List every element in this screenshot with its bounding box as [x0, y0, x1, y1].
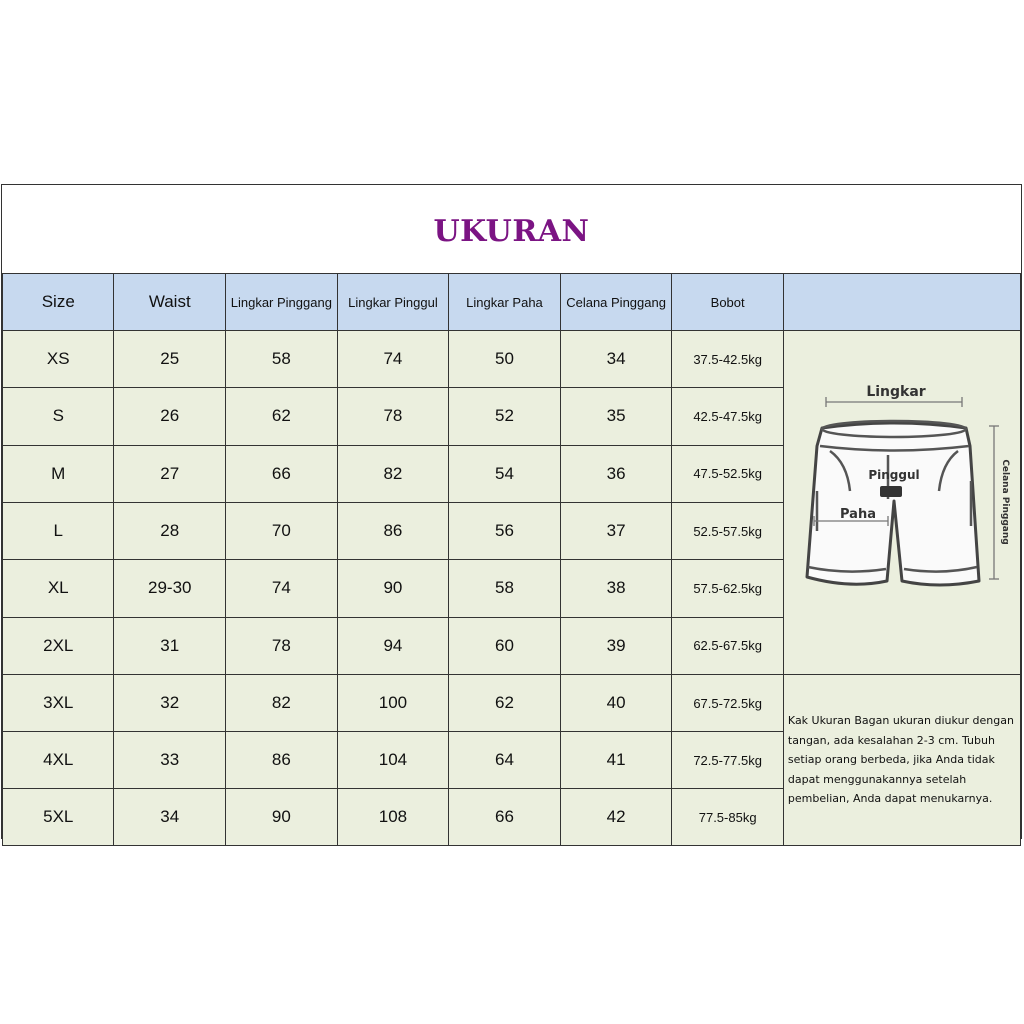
cell-size: XS [3, 331, 114, 388]
header-size: Size [3, 274, 114, 331]
diagram-label-celana-pinggang: Celana Pinggang [999, 459, 1010, 545]
cell-lingkar-pinggang: 90 [226, 789, 338, 846]
cell-lingkar-pinggul: 108 [337, 789, 449, 846]
cell-bobot: 37.5-42.5kg [672, 331, 784, 388]
cell-waist: 26 [114, 388, 226, 445]
cell-waist: 25 [114, 331, 226, 388]
note-line: tangan, ada kesalahan 2-3 cm. Tubuh [787, 733, 995, 747]
cell-waist: 32 [114, 675, 226, 732]
cell-lingkar-paha: 52 [449, 388, 561, 445]
cell-celana-pinggang: 41 [560, 732, 672, 789]
header-waist: Waist [114, 274, 226, 331]
cell-size: M [3, 445, 114, 502]
cell-size: 2XL [3, 617, 114, 674]
cell-bobot: 47.5-52.5kg [672, 445, 784, 502]
chart-title-bar [2, 185, 1021, 273]
celana-pinggang-arrow [989, 426, 999, 579]
cell-lingkar-pinggul: 74 [337, 331, 449, 388]
cell-bobot: 57.5-62.5kg [672, 560, 784, 617]
header-blank [783, 274, 1020, 331]
cell-celana-pinggang: 40 [560, 675, 672, 732]
cell-lingkar-paha: 60 [449, 617, 561, 674]
cell-lingkar-pinggang: 58 [226, 331, 338, 388]
cell-bobot: 77.5-85kg [672, 789, 784, 846]
cell-bobot: 62.5-67.5kg [672, 617, 784, 674]
shorts-buckle [880, 486, 902, 497]
cell-lingkar-pinggang: 82 [226, 675, 338, 732]
cell-size: XL [3, 560, 114, 617]
table-row [3, 675, 1021, 732]
cell-size: 4XL [3, 732, 114, 789]
diagram-label-pinggul: Pinggul [868, 468, 920, 482]
header-lingkar-pinggul: Lingkar Pinggul [337, 274, 449, 331]
cell-celana-pinggang: 38 [560, 560, 672, 617]
size-chart [1, 184, 1022, 839]
header-lingkar-paha: Lingkar Paha [449, 274, 561, 331]
cell-lingkar-pinggul: 90 [337, 560, 449, 617]
cell-celana-pinggang: 35 [560, 388, 672, 445]
cell-waist: 29-30 [114, 560, 226, 617]
cell-lingkar-pinggang: 78 [226, 617, 338, 674]
cell-lingkar-pinggul: 78 [337, 388, 449, 445]
cell-size: 5XL [3, 789, 114, 846]
note-line: setiap orang berbeda, jika Anda tidak [787, 753, 995, 767]
cell-size: S [3, 388, 114, 445]
cell-waist: 33 [114, 732, 226, 789]
size-note [783, 675, 1020, 846]
header-celana-pinggang: Celana Pinggang [560, 274, 672, 331]
cell-lingkar-pinggul: 100 [337, 675, 449, 732]
diagram-label-lingkar: Lingkar [866, 384, 926, 400]
cell-celana-pinggang: 36 [560, 445, 672, 502]
cell-lingkar-paha: 58 [449, 560, 561, 617]
cell-bobot: 52.5-57.5kg [672, 502, 784, 559]
size-table [2, 273, 1021, 846]
cell-lingkar-paha: 62 [449, 675, 561, 732]
cell-lingkar-pinggang: 66 [226, 445, 338, 502]
note-line: Kak Ukuran Bagan ukuran diukur dengan [787, 714, 1014, 728]
cell-celana-pinggang: 34 [560, 331, 672, 388]
note-line: dapat menggunakannya setelah [787, 772, 967, 786]
cell-lingkar-pinggul: 104 [337, 732, 449, 789]
header-row [3, 274, 1021, 331]
cell-lingkar-paha: 64 [449, 732, 561, 789]
cell-lingkar-paha: 66 [449, 789, 561, 846]
cell-lingkar-pinggang: 86 [226, 732, 338, 789]
cell-bobot: 72.5-77.5kg [672, 732, 784, 789]
cell-lingkar-paha: 56 [449, 502, 561, 559]
shorts-diagram [784, 331, 1020, 669]
cell-lingkar-pinggul: 86 [337, 502, 449, 559]
cell-lingkar-paha: 50 [449, 331, 561, 388]
cell-lingkar-pinggang: 74 [226, 560, 338, 617]
cell-size: L [3, 502, 114, 559]
cell-lingkar-paha: 54 [449, 445, 561, 502]
cell-size: 3XL [3, 675, 114, 732]
cell-waist: 34 [114, 789, 226, 846]
cell-bobot: 42.5-47.5kg [672, 388, 784, 445]
table-row [3, 331, 1021, 388]
chart-title: UKURAN [433, 213, 590, 249]
cell-waist: 28 [114, 502, 226, 559]
cell-celana-pinggang: 42 [560, 789, 672, 846]
cell-lingkar-pinggang: 70 [226, 502, 338, 559]
cell-celana-pinggang: 39 [560, 617, 672, 674]
cell-lingkar-pinggang: 62 [226, 388, 338, 445]
cell-waist: 27 [114, 445, 226, 502]
diagram-label-paha: Paha [839, 507, 876, 522]
cell-waist: 31 [114, 617, 226, 674]
cell-lingkar-pinggul: 94 [337, 617, 449, 674]
cell-bobot: 67.5-72.5kg [672, 675, 784, 732]
header-bobot: Bobot [672, 274, 784, 331]
diagram-cell [783, 331, 1020, 675]
cell-celana-pinggang: 37 [560, 502, 672, 559]
cell-lingkar-pinggul: 82 [337, 445, 449, 502]
note-line: pembelian, Anda dapat menukarnya. [787, 792, 993, 806]
header-lingkar-pinggang: Lingkar Pinggang [226, 274, 338, 331]
